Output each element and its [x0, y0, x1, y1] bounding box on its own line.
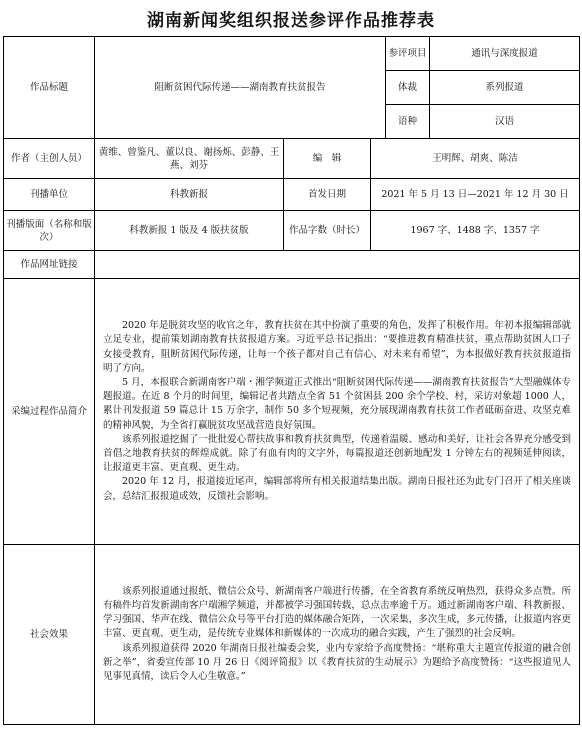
- process-content: [95, 279, 580, 545]
- process-paragraph: 2020 年 12 月，报道接近尾声，编辑部将所有相关报道结集出版。湖南日报社还为此专门召开了相关座谈会，总结汇报报道成效，反馈社会影响。: [103, 476, 571, 502]
- word-count-label: 作品字数（时长）: [284, 211, 371, 251]
- edition-value: 科教新报 1 版及 4 版扶贫版: [95, 211, 284, 251]
- publisher-value: 科教新报: [95, 179, 284, 211]
- word-count-value: 1967 字、1488 字、1357 字: [371, 211, 580, 251]
- effect-paragraph: 该系列报道通过报纸、微信公众号、新湖南客户端进行传播，在全省教育系统反响热烈，获得众多点赞。所有稿件均首发新湖南客户端湘学频道，并都被学习强国转载，总点击率逾千万。通过新湖南客户端、科教新报、学习强国、华声在线、微信公众号等平台打造的媒体融合矩阵，一次采集，多次生成，多元传播，让报道内容更丰富、更直观、更生动，是传统专业媒体和新媒体的一次成功的融合实践，产生了强烈的社会反响。: [103, 585, 571, 640]
- editor-label: 编 辑: [284, 139, 371, 179]
- process-paragraph: 该系列报道挖掘了一批批爱心帮扶故事和教育扶贫典型，传递着温暖、感动和美好，让社会各界充分感受到首倡之地教育扶贫的辉煌成就。除了有血有肉的文字外，每篇报道还创新地配发 1 分钟左右的视频延伸阅读，让报道更丰富、更直观、更生动。: [103, 433, 571, 474]
- link-value: [95, 251, 580, 279]
- language-value: 汉语: [430, 105, 580, 139]
- publish-date-value: 2021 年 5 月 13 日—2021 年 12 月 30 日: [371, 179, 580, 211]
- category-label: 参评项目: [386, 37, 430, 71]
- category-value: 通讯与深度报道: [430, 37, 580, 71]
- editors-value: 王明辉、胡爽、陈洁: [371, 139, 580, 179]
- genre-value: 系列报道: [430, 71, 580, 105]
- publish-date-label: 首发日期: [284, 179, 371, 211]
- language-label: 语种: [386, 105, 430, 139]
- recommendation-table: [3, 36, 580, 725]
- link-label: 作品网址链接: [4, 251, 95, 279]
- process-label: 采编过程作品简介: [4, 279, 95, 545]
- publisher-label: 刊播单位: [4, 179, 95, 211]
- author-label: 作者（主创人员）: [4, 139, 95, 179]
- effect-label: 社会效果: [4, 545, 95, 725]
- process-paragraph: 2020 年是脱贫攻坚的收官之年，教育扶贫在其中扮演了重要的角色，发挥了积极作用。年初本报编辑部就立足专业，提前策划湖南教育扶贫报道方案。习近平总书记指出：“要推进教育精准扶贫，重点帮助贫困人口子女接受教育，阻断贫困代际传递，让每一个孩子都对自己有信心、对未来有希望”，为本报做好教育扶贫报道指明了方向。: [103, 320, 571, 374]
- edition-label: 刊播版面（名称和版次）: [4, 211, 95, 251]
- effect-paragraph: 该系列报道获得 2020 年湖南日报社编委会奖，业内专家给予高度赞扬：“堪称重大主题宣传报道的融合创新之举”，省委宣传部 10 月 26 日《阅评简报》以《教育扶贫的生动展示》为题给予高度赞扬：“这些报道见人见事见真情，读后令人心生敬意。”: [103, 642, 571, 682]
- genre-label: 体裁: [386, 71, 430, 105]
- form-title: 湖南新闻奖组织报送参评作品推荐表: [147, 11, 435, 31]
- work-title-label: 作品标题: [4, 37, 95, 139]
- process-paragraph: 5 月，本报联合新湖南客户端・湘学频道正式推出“阻断贫困代际传递——湖南教育扶贫报告”大型融媒体专题报道。在近 8 个月的时间里，编辑记者共踏点全省 51 个贫困县 200 余个学校、村，采访对象超 1000 人，累计刊发报道 59 篇总计 15 万余字，制作 50 多个短视频，充分展现湖南教育扶贫工作者砥砺奋进、攻坚克难的精神风貌，为全省打赢脱贫攻坚战营造良好氛围。: [103, 376, 571, 431]
- effect-content: [95, 545, 580, 725]
- work-title-value: 阻断贫困代际传递——湖南教育扶贫报告: [95, 37, 386, 139]
- authors-value: 黄维、曾鉴凡、董以良、谢扬烁、彭静、王燕、刘芬: [95, 139, 284, 179]
